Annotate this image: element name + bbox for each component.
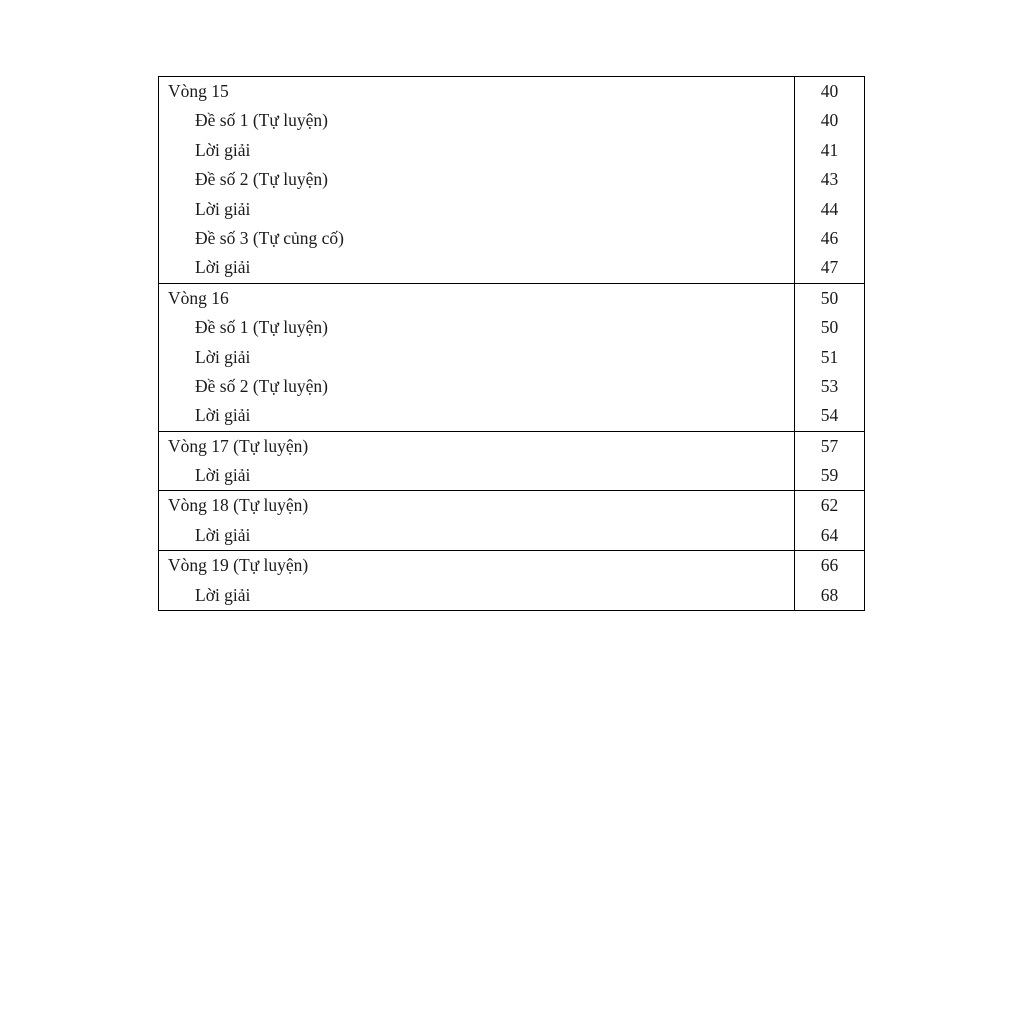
toc-section-titles [159,551,795,611]
toc-section [159,77,865,284]
toc-chapter-title: Vòng 18 (Tự luyện) [168,495,309,516]
toc-page-number: 43 [820,169,839,190]
toc-page-number: 40 [820,81,839,101]
toc-page-number: 53 [820,375,839,396]
toc-entry-title: Lời giải [195,139,251,160]
toc-page-number: 62 [820,495,839,516]
table-of-contents [158,76,865,611]
toc-entry-title: Lời giải [195,257,251,278]
toc-page-number: 41 [820,139,839,160]
toc-page-number: 51 [820,346,839,367]
toc-body [159,77,865,611]
toc-section [159,283,865,431]
toc-page-number: 47 [820,257,839,278]
toc-entry-title: Lời giải [195,524,251,545]
toc-page-number: 54 [820,405,839,426]
toc-section-titles [159,491,795,551]
toc-section-pages [795,283,865,431]
toc-section [159,491,865,551]
toc-section-titles [159,283,795,431]
toc-chapter-title: Vòng 17 (Tự luyện) [168,435,309,456]
toc-section-titles [159,77,795,284]
toc-entry-title: Lời giải [195,584,251,605]
toc-page-number: 68 [820,584,839,605]
toc-section-pages [795,491,865,551]
toc-chapter-title: Vòng 19 (Tự luyện) [168,555,309,576]
toc-page-number: 59 [820,465,839,486]
toc-entry-title: Đề số 2 (Tự luyện) [195,169,328,190]
toc-page-number: 57 [820,435,839,456]
toc-entry-title: Đề số 1 (Tự luyện) [195,110,328,131]
toc-entry-title: Lời giải [195,198,251,219]
toc-section-pages [795,551,865,611]
toc-page-number: 50 [820,317,839,338]
toc-page-number: 64 [820,524,839,545]
toc-page-number: 66 [820,555,839,576]
toc-page-number: 40 [820,110,839,131]
toc-entry-title: Đề số 3 (Tự củng cố) [195,227,344,248]
toc-section [159,551,865,611]
toc-entry-title: Lời giải [195,346,251,367]
toc-page-number: 50 [820,287,839,308]
toc-section-pages [795,77,865,284]
toc-chapter-title: Vòng 15 [168,81,229,101]
toc-entry-title: Lời giải [195,465,251,486]
toc-entry-title: Đề số 2 (Tự luyện) [195,375,328,396]
toc-entry-title: Lời giải [195,405,251,426]
toc-section [159,431,865,491]
toc-entry-title: Đề số 1 (Tự luyện) [195,317,328,338]
toc-page-number: 46 [820,227,839,248]
toc-page-number: 44 [820,198,839,219]
toc-section-pages [795,431,865,491]
toc-section-titles [159,431,795,491]
toc-chapter-title: Vòng 16 [168,287,229,308]
